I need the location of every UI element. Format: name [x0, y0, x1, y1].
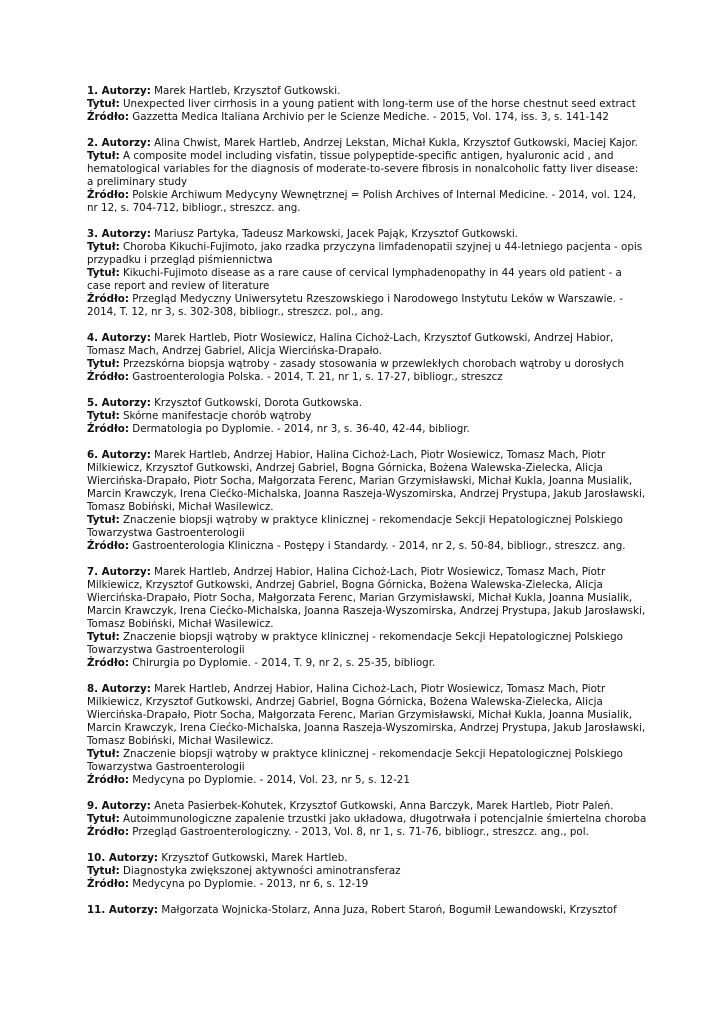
- entry-number-and-authors-label: [87, 904, 158, 916]
- entry-source-line: [87, 657, 647, 670]
- entry-number: 5.: [87, 397, 99, 409]
- entry-number-and-authors-label: [87, 683, 151, 695]
- title-label: Tytuł:: [87, 631, 120, 643]
- entry-authors-line: [87, 332, 647, 358]
- authors-label: Autorzy:: [101, 85, 151, 97]
- title-label: Tytuł:: [87, 813, 120, 825]
- entry-number-and-authors-label: [87, 228, 151, 240]
- source-label: Źródło:: [87, 111, 130, 123]
- entry-source-line: [87, 540, 647, 553]
- entry-authors: Marek Hartleb, Andrzej Habior, Halina Cichoż-Lach, Piotr Wosiewicz, Tomasz Mach, Piotr Milkiewicz, Krzysztof Gutkowski, Andrzej Gabriel, Bogna Górnicka, Bożena Walewska-Zielecka, Alicja Wiercińska-Drapało, Piotr Socha, Małgorzata Ferenc, Marian Grzymisławski, Michał Kukla, Joanna Musialik, Marcin Krawczyk, Irena Ciećko-Michalska, Joanna Raszeja-Wyszomirska, Andrzej Prystupa, Jakub Jarosławski, Tomasz Bobiński, Michał Wasilewicz.: [87, 449, 646, 513]
- title-label: Tytuł:: [87, 410, 120, 422]
- entry-number-and-authors-label: [87, 85, 151, 97]
- source-label: Źródło:: [87, 878, 130, 890]
- entry-title: Choroba Kikuchi-Fujimoto, jako rzadka przyczyna limfadenopatii szyjnej u 44-letniego pacjenta - opis przypadku i przegląd piśmiennictwa: [87, 241, 643, 266]
- authors-label: Autorzy:: [101, 449, 151, 461]
- entry-source: Przegląd Medyczny Uniwersytetu Rzeszowskiego i Narodowego Instytutu Leków w Warszawie. - 2014, T. 12, nr 3, s. 302-308, bibliogr., streszcz. pol., ang.: [87, 293, 624, 318]
- entry-source: Medycyna po Dyplomie. - 2013, nr 6, s. 12-19: [132, 878, 369, 890]
- entry-authors: Marek Hartleb, Andrzej Habior, Halina Cichoż-Lach, Piotr Wosiewicz, Tomasz Mach, Piotr Milkiewicz, Krzysztof Gutkowski, Andrzej Gabriel, Bogna Górnicka, Bożena Walewska-Zielecka, Alicja Wiercińska-Drapało, Piotr Socha, Małgorzata Ferenc, Marian Grzymisławski, Michał Kukla, Joanna Musialik, Marcin Krawczyk, Irena Ciećko-Michalska, Joanna Raszeja-Wyszomirska, Andrzej Prystupa, Jakub Jarosławski, Tomasz Bobiński, Michał Wasilewicz.: [87, 566, 646, 630]
- entry-title: Skórne manifestacje chorób wątroby: [123, 410, 312, 422]
- bibliography-entry: [87, 332, 647, 384]
- title-label: Tytuł:: [87, 241, 120, 253]
- entry-authors-line: [87, 228, 647, 241]
- entry-title: Kikuchi-Fujimoto disease as a rare cause of cervical lymphadenopathy in 44 years old patient - a case report and review of literature: [87, 267, 622, 292]
- title-label: Tytuł:: [87, 865, 120, 877]
- source-label: Źródło:: [87, 657, 130, 669]
- entry-source-line: [87, 371, 647, 384]
- authors-label: Autorzy:: [101, 397, 151, 409]
- title-label: Tytuł:: [87, 514, 120, 526]
- authors-label: Autorzy:: [101, 228, 151, 240]
- entry-title-line: [87, 267, 647, 293]
- entry-title-line: [87, 150, 647, 189]
- entry-title-line: [87, 358, 647, 371]
- bibliography-entry: [87, 904, 647, 917]
- authors-label: Autorzy:: [101, 800, 151, 812]
- entry-number: 10.: [87, 852, 106, 864]
- source-label: Źródło:: [87, 423, 130, 435]
- entry-authors-line: [87, 904, 647, 917]
- entry-title: A composite model including visfatin, tissue polypeptide-specific antigen, hyaluronic acid , and hematological variables for the diagnosis of moderate-to-severe fibrosis in nonalcoholic fatty liver disease: a preliminary study: [87, 150, 639, 188]
- title-label: Tytuł:: [87, 267, 120, 279]
- bibliography-entry: [87, 800, 647, 839]
- entry-number-and-authors-label: [87, 449, 151, 461]
- entry-authors-line: [87, 397, 647, 410]
- entry-authors-line: [87, 683, 647, 748]
- entry-number-and-authors-label: [87, 397, 151, 409]
- entry-title: Znaczenie biopsji wątroby w praktyce klinicznej - rekomendacje Sekcji Hepatologicznej Polskiego Towarzystwa Gastroenterologii: [87, 748, 623, 773]
- entry-title-line: [87, 98, 647, 111]
- source-label: Źródło:: [87, 774, 130, 786]
- entry-number-and-authors-label: [87, 566, 151, 578]
- source-label: Źródło:: [87, 540, 130, 552]
- entry-authors-line: [87, 852, 647, 865]
- title-label: Tytuł:: [87, 748, 120, 760]
- entry-title-line: [87, 410, 647, 423]
- entry-title: Diagnostyka zwiększonej aktywności aminotransferaz: [123, 865, 401, 877]
- entry-authors: Małgorzata Wojnicka-Stolarz, Anna Juza, Robert Staroń, Bogumił Lewandowski, Krzysztof: [161, 904, 617, 916]
- entry-source-line: [87, 189, 647, 215]
- entry-number: 3.: [87, 228, 99, 240]
- entry-number: 2.: [87, 137, 99, 149]
- entry-number: 1.: [87, 85, 99, 97]
- bibliography-entry: [87, 137, 647, 215]
- bibliography-entry: [87, 397, 647, 436]
- entry-title-line: [87, 241, 647, 267]
- bibliography-entry: [87, 852, 647, 891]
- entry-authors: Marek Hartleb, Piotr Wosiewicz, Halina Cichoż-Lach, Krzysztof Gutkowski, Andrzej Habior, Tomasz Mach, Andrzej Gabriel, Alicja Wiercińska-Drapało.: [87, 332, 614, 357]
- entry-source: Gastroenterologia Kliniczna - Postępy i Standardy. - 2014, nr 2, s. 50-84, bibliogr., streszcz. ang.: [132, 540, 626, 552]
- entry-source: Gastroenterologia Polska. - 2014, T. 21, nr 1, s. 17-27, bibliogr., streszcz: [132, 371, 503, 383]
- entry-number: 8.: [87, 683, 99, 695]
- entry-title: Unexpected liver cirrhosis in a young patient with long-term use of the horse chestnut seed extract: [123, 98, 636, 110]
- authors-label: Autorzy:: [108, 852, 159, 864]
- entry-title-line: [87, 631, 647, 657]
- title-label: Tytuł:: [87, 358, 120, 370]
- source-label: Źródło:: [87, 826, 130, 838]
- title-label: Tytuł:: [87, 150, 120, 162]
- entry-title: Przezskórna biopsja wątroby - zasady stosowania w przewlekłych chorobach wątroby u dorosłych: [123, 358, 625, 370]
- authors-label: Autorzy:: [101, 566, 151, 578]
- entry-title-line: [87, 813, 647, 826]
- entry-authors-line: [87, 800, 647, 813]
- bibliography-entry: [87, 566, 647, 670]
- authors-label: Autorzy:: [101, 332, 151, 344]
- entry-source: Polskie Archiwum Medycyny Wewnętrznej = Polish Archives of Internal Medicine. - 2014, vol. 124, nr 12, s. 704-712, bibliogr., streszcz. ang.: [87, 189, 637, 214]
- entry-number: 7.: [87, 566, 99, 578]
- entry-number-and-authors-label: [87, 137, 151, 149]
- entry-number: 4.: [87, 332, 99, 344]
- entry-source: Przegląd Gastroenterologiczny. - 2013, Vol. 8, nr 1, s. 71-76, bibliogr., streszcz. ang., pol.: [132, 826, 589, 838]
- entry-source: Gazzetta Medica Italiana Archivio per le Scienze Mediche. - 2015, Vol. 174, iss. 3, s. 141-142: [132, 111, 609, 123]
- entry-title-line: [87, 514, 647, 540]
- entry-number: 9.: [87, 800, 99, 812]
- entry-source-line: [87, 423, 647, 436]
- entry-number-and-authors-label: [87, 800, 151, 812]
- entry-authors-line: [87, 566, 647, 631]
- entry-authors: Aneta Pasierbek-Kohutek, Krzysztof Gutkowski, Anna Barczyk, Marek Hartleb, Piotr Paleń.: [154, 800, 614, 812]
- entry-title: Znaczenie biopsji wątroby w praktyce klinicznej - rekomendacje Sekcji Hepatologicznej Polskiego Towarzystwa Gastroenterologii: [87, 631, 623, 656]
- entry-source-line: [87, 774, 647, 787]
- title-label: Tytuł:: [87, 98, 120, 110]
- entry-source: Chirurgia po Dyplomie. - 2014, T. 9, nr 2, s. 25-35, bibliogr.: [132, 657, 436, 669]
- entry-title-line: [87, 748, 647, 774]
- source-label: Źródło:: [87, 189, 130, 201]
- entry-number-and-authors-label: [87, 332, 151, 344]
- bibliography-entry: [87, 228, 647, 319]
- entry-title: Autoimmunologiczne zapalenie trzustki jako układowa, długotrwała i potencjalnie śmiertelna choroba: [123, 813, 647, 825]
- source-label: Źródło:: [87, 371, 130, 383]
- entry-authors-line: [87, 449, 647, 514]
- entry-source-line: [87, 878, 647, 891]
- entry-number: 11.: [87, 904, 106, 916]
- entry-source: Medycyna po Dyplomie. - 2014, Vol. 23, nr 5, s. 12-21: [132, 774, 410, 786]
- entry-authors: Marek Hartleb, Andrzej Habior, Halina Cichoż-Lach, Piotr Wosiewicz, Tomasz Mach, Piotr Milkiewicz, Krzysztof Gutkowski, Andrzej Gabriel, Bogna Górnicka, Bożena Walewska-Zielecka, Alicja Wiercińska-Drapało, Piotr Socha, Małgorzata Ferenc, Marian Grzymisławski, Michał Kukla, Joanna Musialik, Marcin Krawczyk, Irena Ciećko-Michalska, Joanna Raszeja-Wyszomirska, Andrzej Prystupa, Jakub Jarosławski, Tomasz Bobiński, Michał Wasilewicz.: [87, 683, 646, 747]
- entry-title: Znaczenie biopsji wątroby w praktyce klinicznej - rekomendacje Sekcji Hepatologicznej Polskiego Towarzystwa Gastroenterologii: [87, 514, 623, 539]
- entry-source-line: [87, 111, 647, 124]
- entry-authors: Mariusz Partyka, Tadeusz Markowski, Jacek Pająk, Krzysztof Gutkowski.: [154, 228, 519, 240]
- entry-authors: Alina Chwist, Marek Hartleb, Andrzej Lekstan, Michał Kukla, Krzysztof Gutkowski, Maciej Kajor.: [154, 137, 638, 149]
- bibliography-entry: [87, 683, 647, 787]
- bibliography-entry: [87, 85, 647, 124]
- authors-label: Autorzy:: [108, 904, 159, 916]
- bibliography-entry: [87, 449, 647, 553]
- entry-authors-line: [87, 137, 647, 150]
- entry-authors: Krzysztof Gutkowski, Dorota Gutkowska.: [154, 397, 362, 409]
- entry-source: Dermatologia po Dyplomie. - 2014, nr 3, s. 36-40, 42-44, bibliogr.: [132, 423, 470, 435]
- bibliography-list: [87, 85, 647, 917]
- source-label: Źródło:: [87, 293, 130, 305]
- entry-number-and-authors-label: [87, 852, 158, 864]
- entry-source-line: [87, 826, 647, 839]
- entry-source-line: [87, 293, 647, 319]
- entry-number: 6.: [87, 449, 99, 461]
- entry-authors: Krzysztof Gutkowski, Marek Hartleb.: [161, 852, 348, 864]
- authors-label: Autorzy:: [101, 683, 151, 695]
- entry-title-line: [87, 865, 647, 878]
- entry-authors-line: [87, 85, 647, 98]
- entry-authors: Marek Hartleb, Krzysztof Gutkowski.: [154, 85, 341, 97]
- authors-label: Autorzy:: [101, 137, 151, 149]
